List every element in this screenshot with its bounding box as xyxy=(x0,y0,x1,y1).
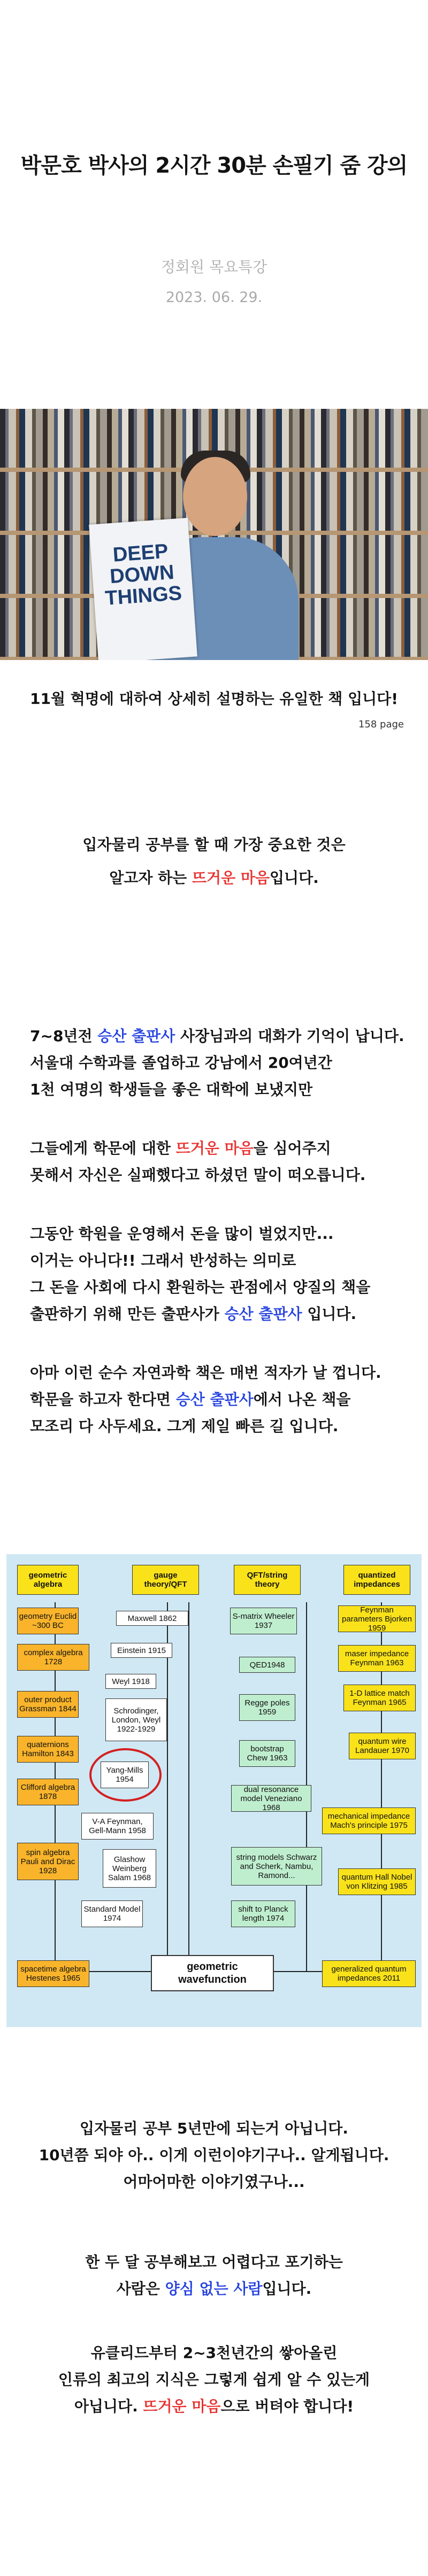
closing-line: 10년쯤 되야 아.. 이게 이런이야기구나.. 알게됩니다. xyxy=(39,2146,389,2164)
impedance-node: generalized quantum impedances 2011 xyxy=(322,1960,416,1987)
closing-line: 한 두 달 공부해보고 어렵다고 포기하는 xyxy=(85,2253,343,2271)
geo-node: Clifford algebra 1878 xyxy=(17,1779,79,1805)
closing-line: 입자물리 공부 5년만에 되는거 아닙니다. xyxy=(80,2120,348,2137)
string-node: string models Schwarz and Scherk, Nambu, Ramond... xyxy=(231,1847,322,1886)
impedance-node: quantum wire Landauer 1970 xyxy=(349,1733,416,1759)
book-title-line: DOWN xyxy=(109,561,175,588)
story-line: 그들에게 학문에 대한 뜨거운 마음을 심어주지 xyxy=(30,1139,331,1157)
gauge-node: Einstein 1915 xyxy=(111,1643,172,1658)
header-quantized-impedances: quantized impedances xyxy=(343,1565,410,1595)
book-description: 11월 혁명에 대하여 상세히 설명하는 유일한 책 입니다! xyxy=(30,690,398,708)
string-node: dual resonance model Veneziano 1968 xyxy=(231,1785,311,1812)
gauge-node: Glashow Weinberg Salam 1968 xyxy=(103,1849,156,1888)
closing-line: 아닙니다. 뜨거운 마음으로 버텨야 합니다! xyxy=(74,2397,354,2415)
yang-mills-node: Yang-Mills 1954 xyxy=(101,1762,149,1788)
story-line: 학문을 하고자 한다면 승산 출판사에서 나온 책을 xyxy=(30,1391,351,1408)
string-node: S-matrix Wheeler 1937 xyxy=(230,1608,297,1634)
publisher-highlight: 승산 출판사 xyxy=(97,1027,175,1045)
impedance-node: quantum Hall Nobel von Klitzing 1985 xyxy=(338,1868,416,1895)
section2-line1: 입자물리 공부를 할 때 가장 중요한 것은 xyxy=(82,836,346,854)
hot-mind-highlight: 뜨거운 마음 xyxy=(175,1139,254,1157)
string-node: bootstrap Chew 1963 xyxy=(239,1740,295,1767)
string-node: shift to Planck length 1974 xyxy=(231,1900,295,1927)
story-line: 그동안 학원을 운영해서 돈을 많이 벌었지만... xyxy=(30,1225,334,1243)
event-subtitle: 정회원 목요특강 xyxy=(160,258,268,276)
no-conscience-highlight: 양심 없는 사람 xyxy=(165,2280,263,2298)
publisher-highlight: 승산 출판사 xyxy=(175,1391,254,1408)
story-line: 7~8년전 승산 출판사 사장님과의 대화가 기억이 납니다. xyxy=(30,1027,404,1045)
impedance-node: 1-D lattice match Feynman 1965 xyxy=(343,1685,416,1711)
book-title-line: DEEP xyxy=(112,540,169,567)
closing-line: 어마어마한 이야기였구나... xyxy=(123,2173,305,2191)
gauge-node: Weyl 1918 xyxy=(105,1674,156,1689)
story-line: 이거는 아니다!! 그래서 반성하는 의미로 xyxy=(30,1252,296,1269)
header-gauge-theory: gauge theory/QFT xyxy=(132,1565,199,1595)
story-line: 서울대 수학과를 졸업하고 강남에서 20여년간 xyxy=(30,1054,332,1072)
story-line: 못해서 자신은 실패했다고 하셨던 말이 떠오릅니다. xyxy=(30,1166,366,1184)
page-note: 158 page xyxy=(358,719,404,730)
header-string-theory: QFT/string theory xyxy=(234,1565,301,1595)
hot-mind-highlight: 뜨거운 마음 xyxy=(192,869,270,887)
closing-line: 유클리드부터 2~3천년간의 쌓아올린 xyxy=(90,2344,338,2362)
book-cover xyxy=(89,518,197,660)
closing-line: 사람은 양심 없는 사람입니다. xyxy=(116,2280,312,2298)
lecturer-photo xyxy=(0,409,428,660)
yang-mills-highlight-circle xyxy=(89,1748,162,1802)
geo-node: quaternions Hamilton 1843 xyxy=(17,1736,79,1763)
geo-node: outer product Grassman 1844 xyxy=(17,1691,79,1718)
geo-node: complex algebra 1728 xyxy=(17,1644,89,1671)
impedance-node: mechanical impedance Mach's principle 1975 xyxy=(322,1807,416,1834)
geometric-wavefunction-node: geometric wavefunction xyxy=(151,1955,274,1991)
book-title-line: THINGS xyxy=(104,582,183,610)
string-node: Regge poles 1959 xyxy=(239,1694,295,1721)
section2-line2: 알고자 하는 뜨거운 마음입니다. xyxy=(109,869,319,887)
header-geometric-algebra: geometric algebra xyxy=(17,1565,79,1595)
impedance-node: maser impedance Feynman 1963 xyxy=(338,1645,416,1672)
publisher-highlight: 승산 출판사 xyxy=(224,1305,302,1323)
geo-node: geometry Euclid ~300 BC xyxy=(17,1608,79,1634)
geo-node: spacetime algebra Hestenes 1965 xyxy=(17,1960,89,1987)
impedance-node: Feynman parameters Bjorken 1959 xyxy=(338,1605,416,1632)
geo-node: spin algebra Pauli and Dirac 1928 xyxy=(17,1843,79,1880)
gauge-node: V-A Feynman, Gell-Mann 1958 xyxy=(81,1813,154,1840)
page-title: 박문호 박사의 2시간 30분 손필기 줌 강의 xyxy=(20,153,408,178)
story-line: 그 돈을 사회에 다시 환원하는 관점에서 양질의 책을 xyxy=(30,1278,371,1296)
story-line: 아마 이런 순수 자연과학 책은 매번 적자가 날 껍니다. xyxy=(30,1364,381,1382)
gauge-node: Maxwell 1862 xyxy=(116,1611,188,1626)
event-date: 2023. 06. 29. xyxy=(165,289,263,306)
story-line: 1천 여명의 학생들을 좋은 대학에 보냈지만 xyxy=(30,1081,313,1098)
closing-line: 인류의 최고의 지식은 그렇게 쉽게 알 수 있는게 xyxy=(58,2371,370,2388)
closing-section xyxy=(0,2115,428,2420)
story-line: 모조리 다 사두세요. 그게 제일 빠른 길 입니다. xyxy=(30,1417,339,1435)
hot-mind-highlight: 뜨거운 마음 xyxy=(143,2397,221,2415)
physics-history-diagram xyxy=(6,1554,422,2027)
string-node: QED1948 xyxy=(239,1657,295,1673)
lecturer-head xyxy=(183,457,247,536)
story-line: 출판하기 위해 만든 출판사가 승산 출판사 입니다. xyxy=(30,1305,357,1323)
gauge-node: Standard Model 1974 xyxy=(81,1900,143,1927)
story-section xyxy=(30,1023,415,1440)
gauge-node: Schrodinger, London, Weyl 1922-1929 xyxy=(105,1698,167,1741)
